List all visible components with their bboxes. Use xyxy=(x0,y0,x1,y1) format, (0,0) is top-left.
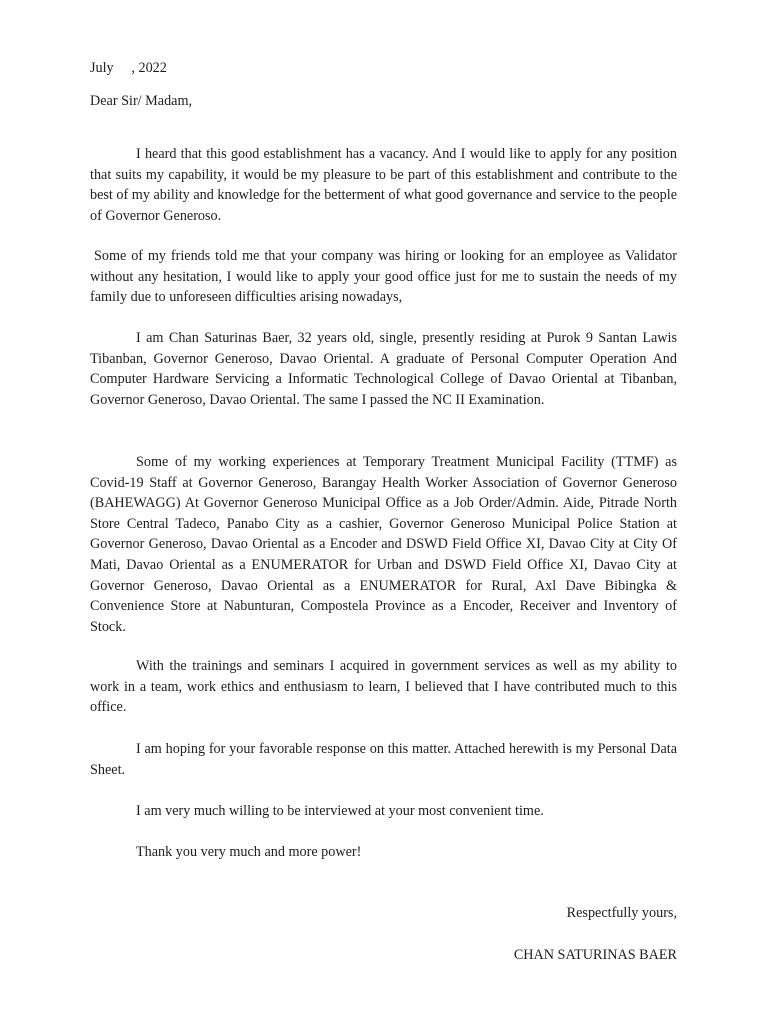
valediction: Respectfully yours, xyxy=(566,905,677,921)
paragraph-thanks: Thank you very much and more power! xyxy=(136,844,362,860)
paragraph-trainings: With the trainings and seminars I acquired in government services as well as my ability to work in a team, work ethics and enthusiasm to learn, I believed that I have contributed much to this office. xyxy=(90,658,677,716)
paragraph-intro: I heard that this good establishment has a vacancy. And I would like to apply for any position that suits my capability, it would be my pleasure to be part of this establishment and contribute to the best of my ability and knowledge for the betterment of what good governance and service to the people of Governor Generoso. xyxy=(90,146,677,224)
paragraph-attachment: I am hoping for your favorable response on this matter. Attached herewith is my Personal Data Sheet. xyxy=(90,741,677,778)
paragraph-experience: Some of my working experiences at Temporary Treatment Municipal Facility (TTMF) as Covid-19 Staff at Governor Generoso, Barangay Health Worker Association of Governor Generoso (BAHEWAGG) At Governor Generoso Municipal Office as a Job Order/Admin. Aide, Pitrade North Store Central Tadeco, Panabo City as a cashier, Governor Generoso Municipal Police Station at Governor Generoso, Davao Oriental as a Encoder and DSWD Field Office XI, Davao City at City Of Mati, Davao Oriental as a ENUMERATOR for Urban and DSWD Field Office XI, Davao City at Governor Generoso, Davao Oriental as a ENUMERATOR for Rural, Axl Dave Bibingka & Convenience Store at Nabunturan, Compostela Province as a Encoder, Receiver and Inventory of Stock. xyxy=(90,454,677,635)
letter-date: July , 2022 xyxy=(90,60,167,76)
paragraph-reason: Some of my friends told me that your company was hiring or looking for an employee as Validator without any hesitation, I would like to apply your good office just for me to sustain the needs of my family due to unforeseen difficulties arising nowadays, xyxy=(90,248,677,306)
salutation: Dear Sir/ Madam, xyxy=(90,93,193,109)
signature-name: CHAN SATURINAS BAER xyxy=(513,947,677,963)
paragraph-background: I am Chan Saturinas Baer, 32 years old, single, presently residing at Purok 9 Santan Lawis Tibanban, Governor Generoso, Davao Oriental. A graduate of Personal Computer Operation And Computer Hardware Servicing a Informatic Technological College of Davao Oriental at Tibanban, Governor Generoso, Davao Oriental. The same I passed the NC II Examination. xyxy=(90,330,677,408)
paragraph-interview: I am very much willing to be interviewed at your most convenient time. xyxy=(136,803,544,819)
